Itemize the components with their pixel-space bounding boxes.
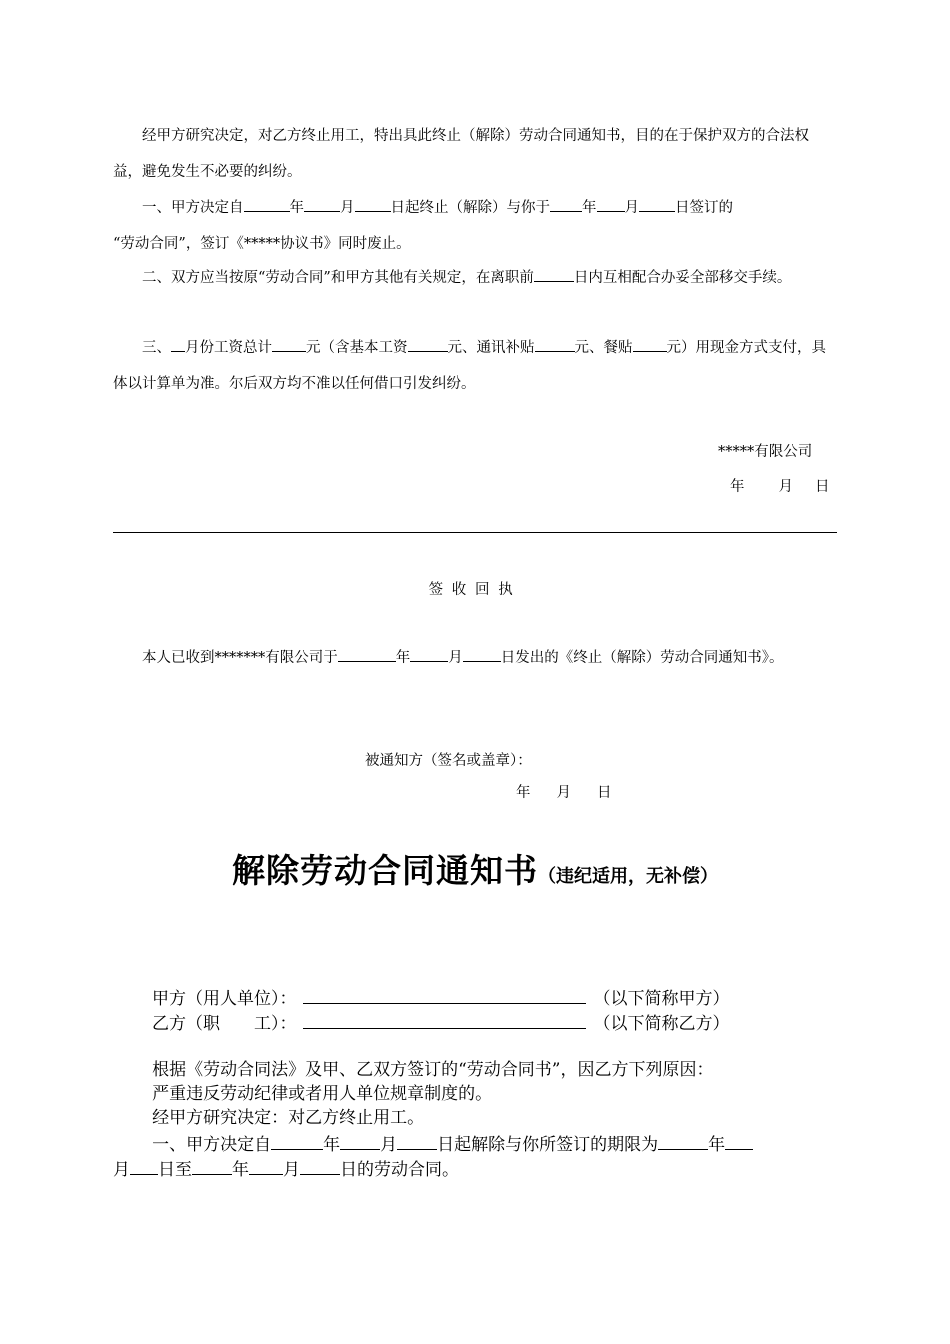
party-a-field[interactable] [303, 985, 586, 1004]
blank-field [130, 1157, 158, 1175]
blank-field [244, 196, 290, 212]
party-b-note: （以下简称乙方） [593, 1014, 730, 1034]
blank-field [408, 336, 448, 352]
blank-field [633, 336, 667, 352]
year-label: 年 [323, 1135, 341, 1155]
company-signature: *****有限公司 [718, 444, 813, 460]
month-label: 月 [624, 200, 639, 216]
blank-field [639, 196, 675, 212]
party-a-row [152, 984, 730, 1009]
clause-text: 日起解除与你所签订的期限为 [437, 1135, 659, 1155]
month-label: 月 [556, 785, 571, 801]
blank-field [340, 1132, 380, 1150]
blank-field [725, 1132, 753, 1150]
clause-2 [113, 260, 837, 296]
signature-date [730, 475, 830, 496]
blank-field [192, 1157, 232, 1175]
year-label: 年 [289, 200, 304, 216]
intro-paragraph: 经甲方研究决定，对乙方终止用工，特出具此终止（解除）劳动合同通知书，目的在于保护双方的合法权益，避免发生不必要的纠纷。 [113, 128, 809, 180]
blank-field [271, 1132, 323, 1150]
clause-text: 一、甲方决定自 [152, 1135, 272, 1155]
clause-1 [113, 190, 837, 262]
month-label: 月 [113, 1160, 130, 1180]
month-label: 月 [283, 1160, 300, 1180]
party-a-label: 甲方（用人单位）： [152, 989, 297, 1009]
blank-field [463, 646, 501, 662]
blank-field [397, 1132, 437, 1150]
party-a-note: （以下简称甲方） [593, 989, 730, 1009]
notice-title-sub: （违纪适用，无补偿） [538, 866, 718, 887]
notified-party-signature: 被通知方（签名或盖章）： [365, 753, 532, 769]
clause-3-text: 元（含基本工资 [306, 340, 408, 356]
party-b-label: 乙方（职 工）： [152, 1014, 297, 1034]
blank-field [550, 196, 582, 212]
blank-field [304, 196, 340, 212]
year-label: 年 [582, 200, 597, 216]
notice-title [0, 845, 950, 892]
blank-field [534, 266, 574, 282]
clause-3-text: 元、通讯补贴 [447, 340, 535, 356]
blank-field [535, 336, 575, 352]
notice2-clause-1 [113, 1132, 837, 1157]
basis-line: 根据《劳动合同法》及甲、乙双方签订的“劳动合同书”，因乙方下列原因： [152, 1060, 714, 1080]
month-label: 月 [340, 200, 355, 216]
clause-1-text: 一、甲方决定自 [142, 200, 244, 216]
year-label: 年 [730, 479, 745, 495]
blank-field [171, 336, 185, 352]
receipt-title: 签收回执 [428, 582, 522, 598]
receipt-body [113, 640, 837, 676]
month-label: 月 [778, 479, 793, 495]
receipt-text: 日发出的《终止（解除）劳动合同通知书》。 [500, 650, 784, 666]
divider-line [113, 532, 837, 533]
clause-3-text: 元）用现金方式支付，具体以计算单为准。尔后双方均不准以任何借口引发纠纷。 [113, 340, 826, 392]
blank-field [338, 646, 396, 662]
blank-field [300, 1157, 340, 1175]
clause-text: 日至 [158, 1160, 192, 1180]
year-label: 年 [708, 1135, 726, 1155]
day-label: 日 [815, 479, 830, 495]
decision-line: 经甲方研究决定：对乙方终止用工。 [152, 1108, 425, 1128]
blank-field [272, 336, 306, 352]
year-label: 年 [232, 1160, 249, 1180]
clause-3-text: 元、餐贴 [574, 340, 633, 356]
blank-field [355, 196, 391, 212]
day-label: 日 [597, 785, 612, 801]
clause-3-text: 月份工资总计 [185, 340, 272, 356]
party-b-field[interactable] [303, 1010, 586, 1029]
clause-1-text: 日起终止（解除）与你于 [390, 200, 550, 216]
receipt-date [516, 781, 612, 802]
month-label: 月 [448, 650, 463, 666]
blank-field [249, 1157, 283, 1175]
blank-field [410, 646, 448, 662]
receipt-text: 本人已收到*******有限公司于 [142, 650, 338, 666]
clause-2-text: 日内互相配合办妥全部移交手续。 [573, 270, 792, 286]
clause-1-text: 日签订的 [675, 200, 733, 216]
clause-text: 日的劳动合同。 [340, 1160, 459, 1180]
clause-3 [113, 330, 837, 402]
month-label: 月 [380, 1135, 398, 1155]
notice-title-main: 解除劳动合同通知书 [232, 851, 538, 890]
reason-line: 严重违反劳动纪律或者用人单位规章制度的。 [152, 1084, 493, 1104]
clause-1-text: “劳动合同”，签订《*****协议书》同时废止。 [113, 236, 411, 252]
notice2-clause-1-cont [113, 1157, 837, 1182]
year-label: 年 [516, 785, 531, 801]
clause-3-text: 三、 [142, 340, 171, 356]
clause-2-text: 二、双方应当按原“劳动合同”和甲方其他有关规定，在离职前 [142, 270, 534, 286]
year-label: 年 [395, 650, 411, 666]
blank-field [658, 1132, 708, 1150]
blank-field [597, 196, 625, 212]
party-b-row [152, 1009, 730, 1034]
